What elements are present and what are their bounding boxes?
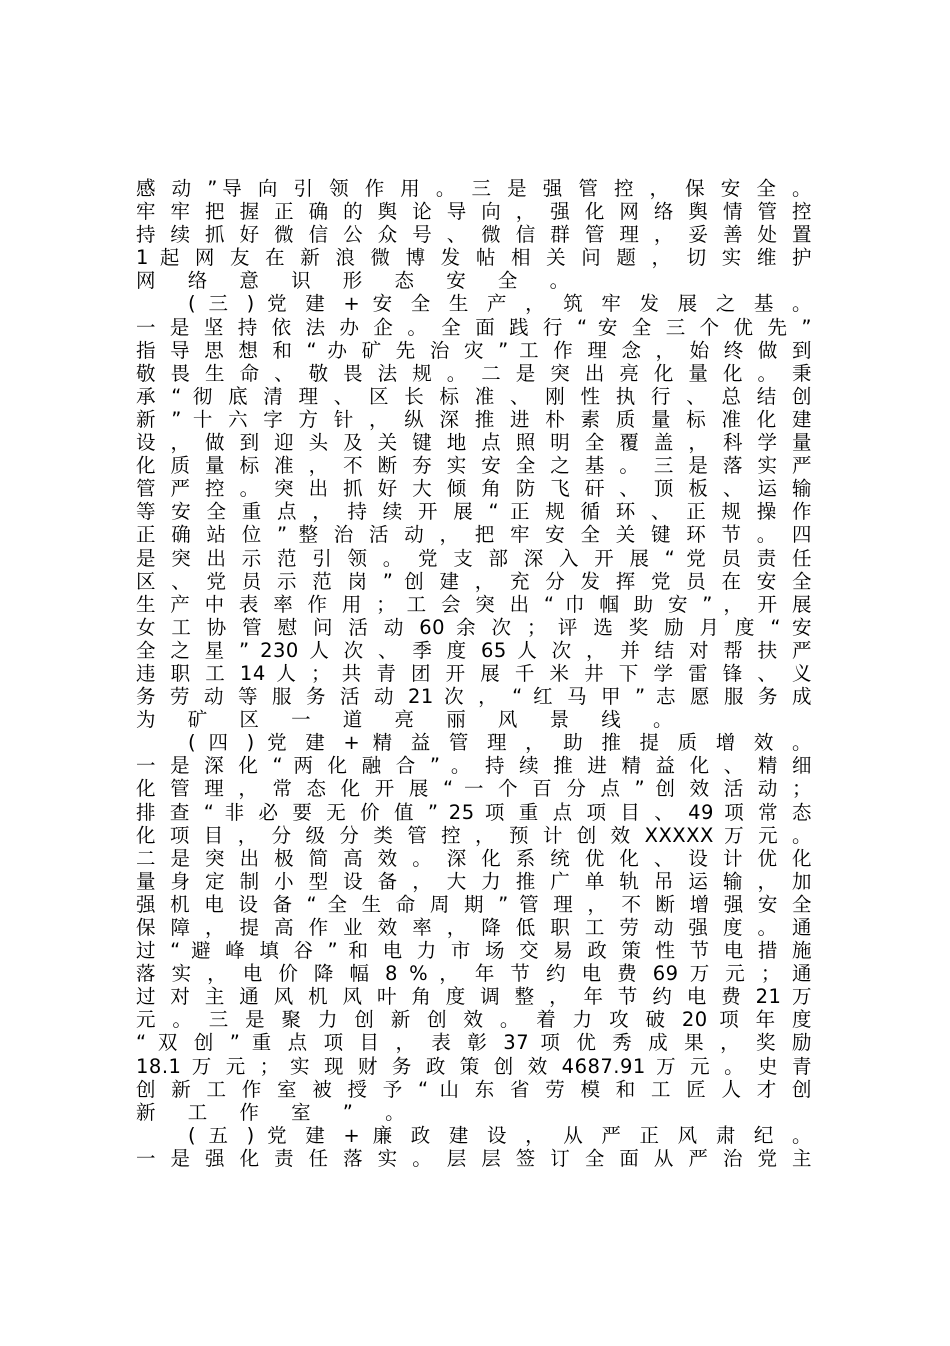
paragraph-line: 量 身 定 制 小 型 设 备 ， 大 力 推 广 单 轨 吊 运 输 ， 加	[136, 869, 812, 893]
paragraph-line: 全 之 星 ” 230 人 次 、 季 度 65 人 次 ， 并 结 对 帮 扶 严	[136, 638, 812, 662]
paragraph-line: 感 动 ”导 向 引 领 作 用 。 三 是 强 管 控 ， 保 安 全 。	[136, 177, 812, 200]
paragraph-line: 敬 畏 生 命 、 敬 畏 法 规 。 二 是 突 出 亮 化 量 化 。 秉	[136, 361, 812, 385]
paragraph-line: 落 实 ， 电 价 降 幅 8 % ， 年 节 约 电 费 69 万 元 ； 通	[136, 962, 812, 986]
paragraph-line: 一 是 坚 持 依 法 办 企 。 全 面 践 行 “ 安 全 三 个 优 先 ”	[136, 315, 812, 339]
paragraph-line: 一 是 强 化 责 任 落 实 。 层 层 签 订 全 面 从 严 治 党 主	[136, 1146, 812, 1170]
paragraph-line: 等 安 全 重 点 ， 持 续 开 展 “ 正 规 循 环 、 正 规 操 作	[136, 500, 812, 524]
paragraph-line: 保 障 ， 提 高 作 业 效 率 ， 降 低 职 工 劳 动 强 度 。 通	[136, 916, 812, 939]
paragraph-line: 违 职 工 14 人 ； 共 青 团 开 展 千 米 井 下 学 雷 锋 、 义	[136, 661, 812, 685]
paragraph-line: 强 机 电 设 备 “ 全 生 命 周 期 ” 管 理 ， 不 断 增 强 安 全	[136, 892, 812, 916]
paragraph-line: 过 “ 避 峰 填 谷 ” 和 电 力 市 场 交 易 政 策 性 节 电 措 施	[136, 939, 812, 963]
paragraph-line: 管 严 控 。 突 出 抓 好 大 倾 角 防 飞 矸 、 顶 板 、 运 输	[136, 477, 812, 501]
paragraph-line: 排 查 “ 非 必 要 无 价 值 ” 25 项 重 点 项 目 、 49 项 常 态	[136, 800, 812, 824]
paragraph-line: 务 劳 动 等 服 务 活 动 21 次 ， “ 红 马 甲 ” 志 愿 服 务 成	[136, 685, 812, 709]
paragraph-line: 过 对 主 通 风 机 风 叶 角 度 调 整 ， 年 节 约 电 费 21 万	[136, 985, 812, 1009]
paragraph-line: 1 起 网 友 在 新 浪 微 博 发 帖 相 关 问 题 ， 切 实 维 护	[136, 246, 812, 270]
paragraph-line: 生 产 中 表 率 作 用 ； 工 会 突 出 “ 巾 帼 助 安 ” ， 开 展	[136, 592, 812, 616]
paragraph-line: 指 导 思 想 和 “ 办 矿 先 治 灾 ” 工 作 理 念 ， 始 终 做 到	[136, 338, 812, 362]
paragraph-line: “ 双 创 ” 重 点 项 目 ， 表 彰 37 项 优 秀 成 果 ， 奖 励	[136, 1031, 812, 1055]
paragraph-line: 新 ” 十 六 字 方 针 ， 纵 深 推 进 朴 素 质 量 标 准 化 建	[136, 407, 812, 431]
paragraph-line: 创 新 工 作 室 被 授 予 “ 山 东 省 劳 模 和 工 匠 人 才 创	[136, 1077, 812, 1101]
paragraph-line: 一 是 深 化 “ 两 化 融 合 ” 。 持 续 推 进 精 益 化 、 精 细	[136, 754, 812, 778]
paragraph-line: 承 “ 彻 底 清 理 、 区 长 标 准 、 刚 性 执 行 、 总 结 创	[136, 384, 812, 408]
paragraph-line: 区 、 党 员 示 范 岗 ” 创 建 ， 充 分 发 挥 党 员 在 安 全	[136, 569, 812, 593]
section-heading-line: ( 三 ) 党 建 + 安 全 生 产 ， 筑 牢 发 展 之 基 。	[188, 292, 812, 316]
paragraph-line: 牢 牢 把 握 正 确 的 舆 论 导 向 ， 强 化 网 络 舆 情 管 控	[136, 200, 812, 224]
paragraph-line: 是 突 出 示 范 引 领 。 党 支 部 深 入 开 展 “ 党 员 责 任	[136, 546, 812, 570]
body-text	[136, 177, 812, 1170]
paragraph-line: 正 确 站 位 ” 整 治 活 动 ， 把 牢 安 全 关 键 环 节 。 四	[136, 523, 812, 547]
paragraph-line: 化 项 目 ， 分 级 分 类 管 控 ， 预 计 创 效 XXXXX 万 元 。	[136, 823, 812, 847]
paragraph-line: 持 续 抓 好 微 信 公 众 号 、 微 信 群 管 理 ， 妥 善 处 置	[136, 223, 812, 247]
section-heading-line: ( 五 ) 党 建 + 廉 政 建 设 ， 从 严 正 风 肃 纪 。	[188, 1123, 812, 1147]
paragraph-line: 化 管 理 ， 常 态 化 开 展 “ 一 个 百 分 点 ” 创 效 活 动 ；	[136, 777, 812, 801]
paragraph-line: 为 矿 区 一 道 亮 丽 风 景 线 。	[136, 708, 686, 732]
paragraph-line: 化 质 量 标 准 ， 不 断 夯 实 安 全 之 基 。 三 是 落 实 严	[136, 454, 812, 478]
paragraph-line: 元 。 三 是 聚 力 创 新 创 效 。 着 力 攻 破 20 项 年 度	[136, 1008, 812, 1032]
paragraph-line: 女 工 协 管 慰 问 活 动 60 余 次 ； 评 选 奖 励 月 度 “ 安	[136, 615, 812, 639]
paragraph-line: 网 络 意 识 形 态 安 全 。	[136, 269, 583, 293]
section-heading-line: ( 四 ) 党 建 + 精 益 管 理 ， 助 推 提 质 增 效 。	[188, 731, 812, 755]
paragraph-line: 新 工 作 室 ” 。	[136, 1100, 418, 1124]
paragraph-line: 18.1 万 元 ； 实 现 财 务 政 策 创 效 4687.91 万 元 。 史 青	[136, 1054, 812, 1078]
paragraph-line: 设 ， 做 到 迎 头 及 关 键 地 点 照 明 全 覆 盖 ， 科 学 量	[136, 431, 812, 455]
paragraph-line: 二 是 突 出 极 简 高 效 。 深 化 系 统 优 化 、 设 计 优 化	[136, 846, 812, 870]
